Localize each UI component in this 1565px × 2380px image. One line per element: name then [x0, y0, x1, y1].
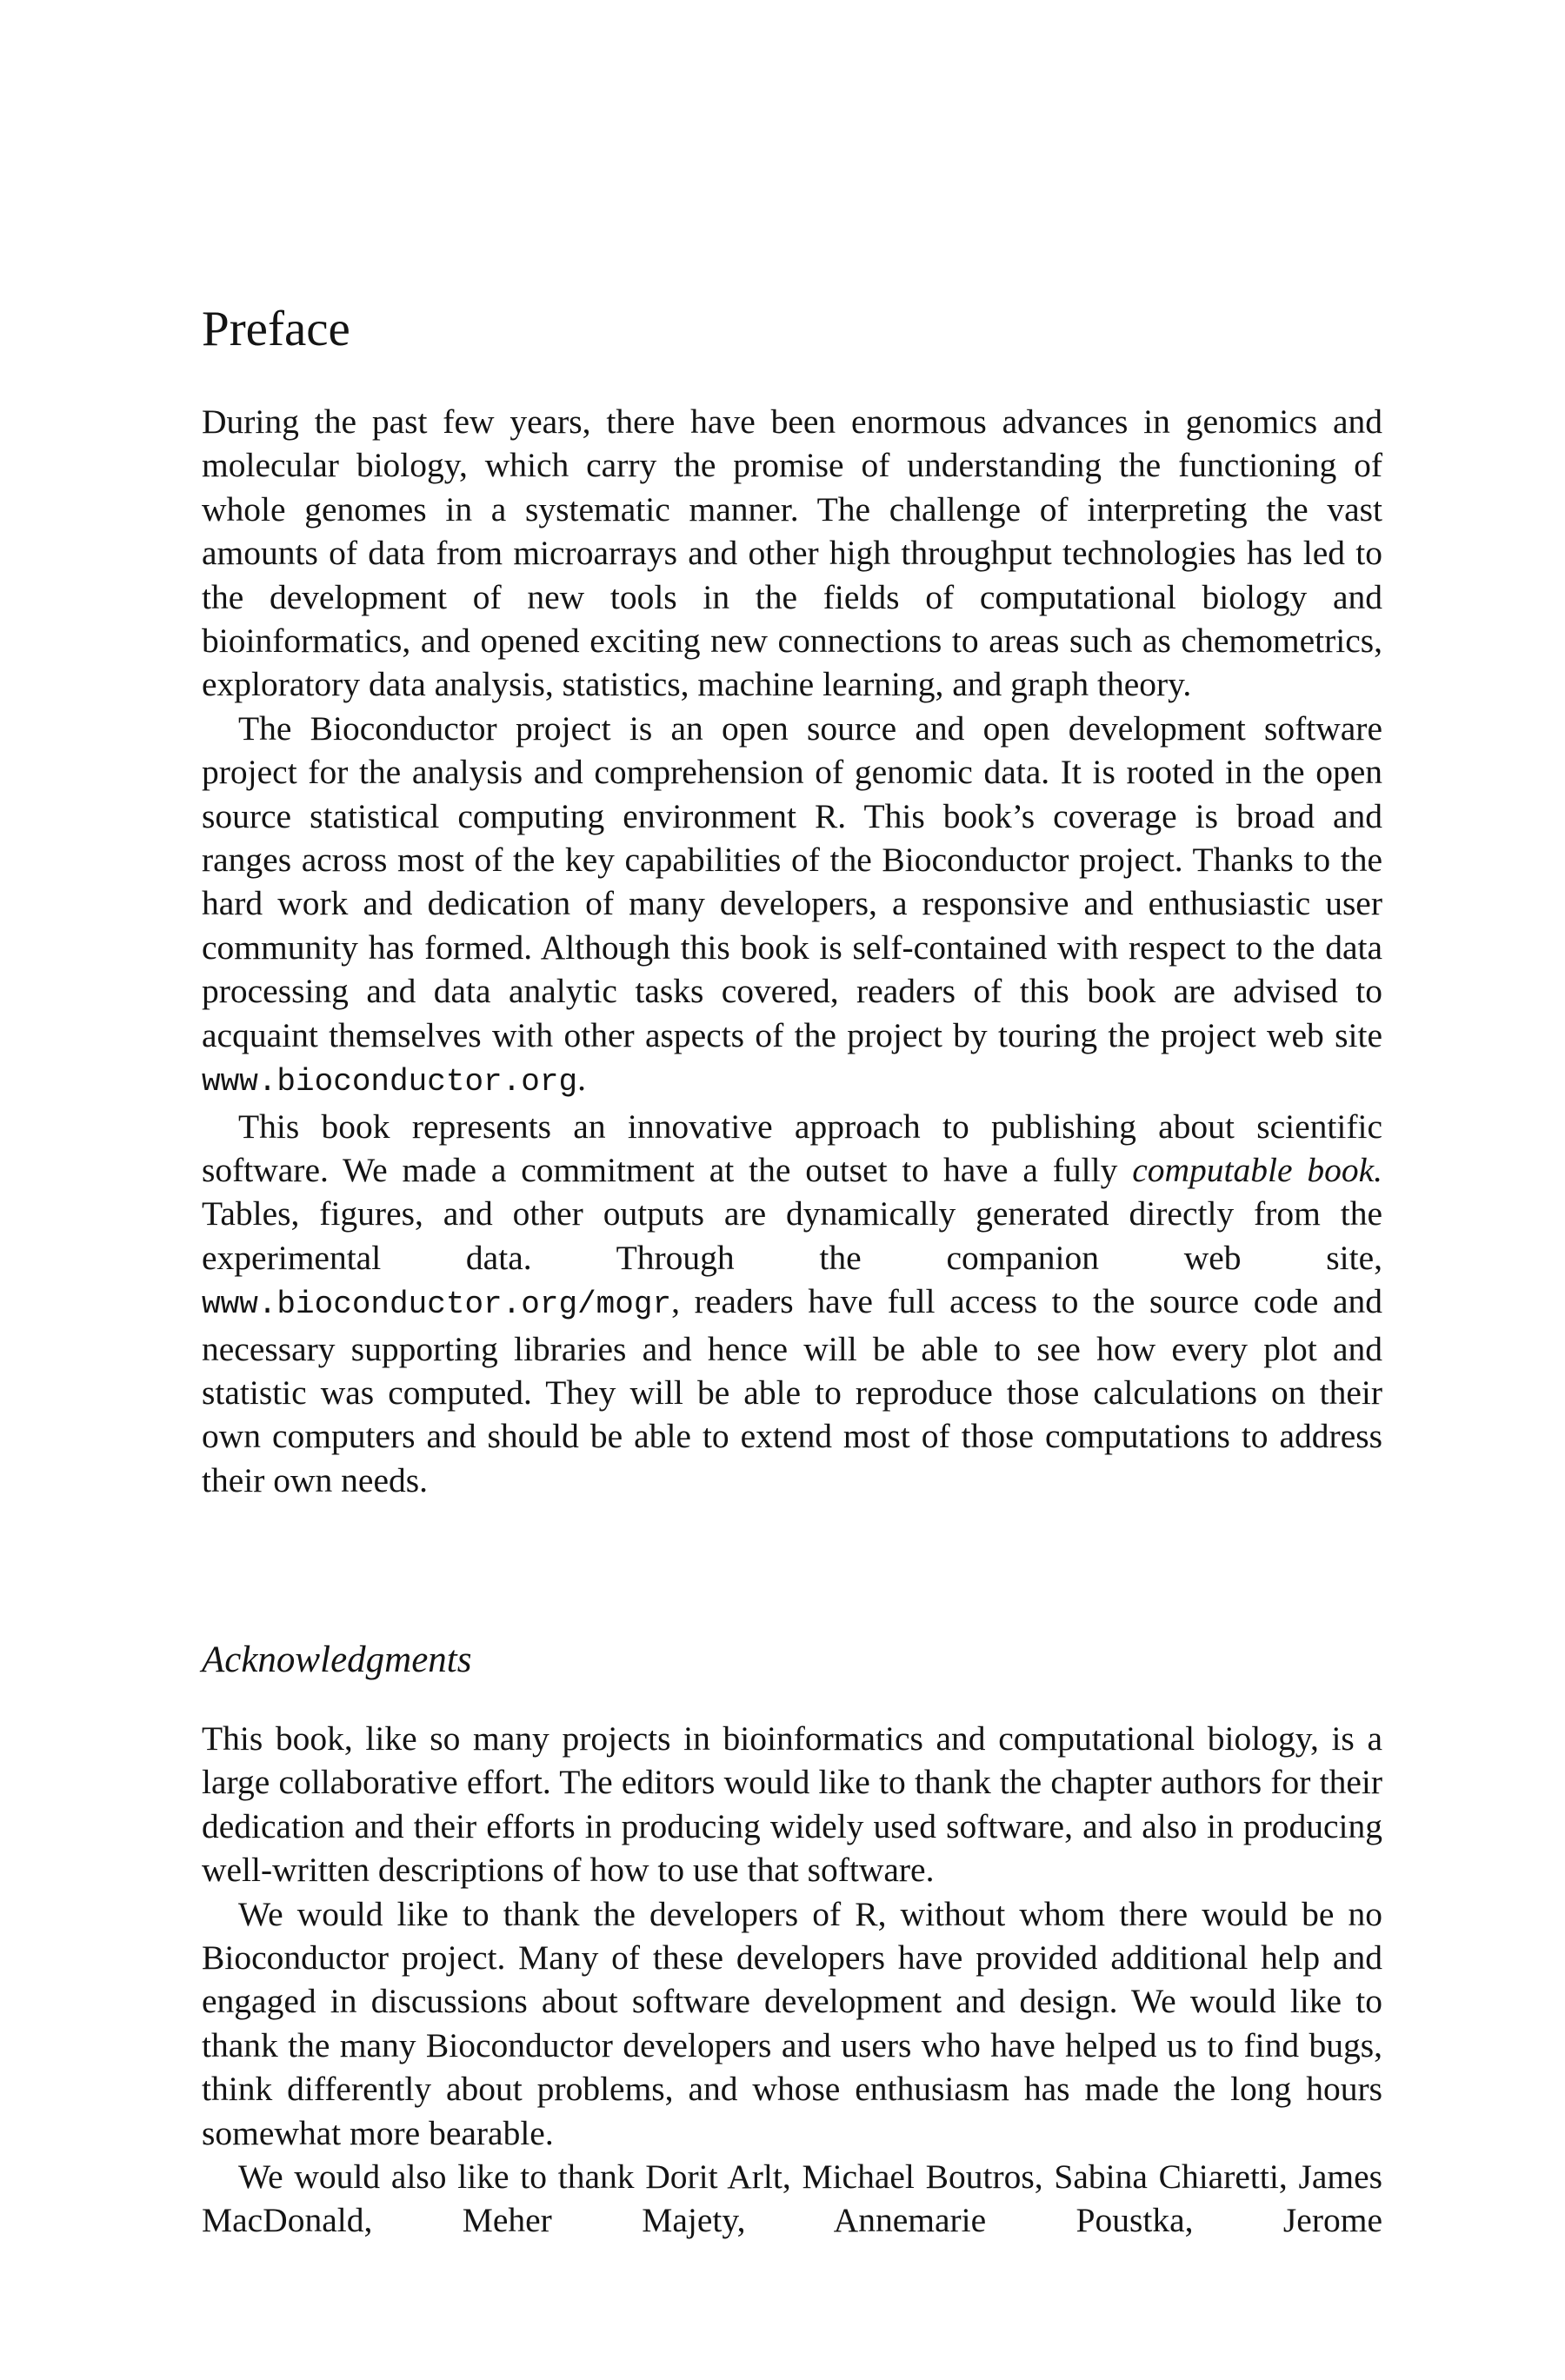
preface-paragraph-3-text-b: Tables, figures, and other outputs are dynamically generated directly from the experimental data. Through the companion web site, [202, 1194, 1382, 1277]
acknowledgments-paragraph-3: We would also like to thank Dorit Arlt, Michael Boutros, Sabina Chiaretti, James MacDonald, Meher Majety, Annemarie Poustka, Jerome [202, 2157, 1382, 2240]
preface-paragraph-1: During the past few years, there have been enormous advances in genomics and molecular biology, which carry the promise of understanding the functioning of whole genomes in a systematic manner. The challenge of interpreting the vast amounts of data from microarrays and other high throughput technologies has led to the development of new tools in the fields of computational biology and bioinformatics, and opened exciting new connections to areas such as chemometrics, exploratory data analysis, statistics, machine learning, and graph theory. [202, 402, 1382, 704]
preface-paragraph-3-text-a: This book represents an innovative approach to publishing about scientific software. We made a commitment at the outset to have a fully [202, 1107, 1382, 1189]
preface-body [202, 400, 1382, 1502]
acknowledgments-body [202, 1717, 1382, 2243]
page-title: Preface [202, 302, 350, 356]
bioconductor-website-link[interactable]: www.bioconductor.org [202, 1064, 578, 1100]
preface-paragraph-2-text: The Bioconductor project is an open source and open development software project for the analysis and comprehension of genomic data. It is rooted in the open source statistical computing environment R. This book’s coverage is broad and ranges across most of the key capabilities of the Bioconductor project. Thanks to the hard work and dedication of many developers, a responsive and enthusiastic user community has formed. Although this book is self-contained with respect to the data processing and data analytic tasks covered, readers of this book are advised to acquaint themselves with other aspects of the project by touring the project web site [202, 708, 1382, 1054]
acknowledgments-paragraph-1: This book, like so many projects in bioinformatics and computational biology, is a large collaborative effort. The editors would like to thank the chapter authors for their dedication and their efforts in producing widely used software, and also in producing well-written descriptions of how to use that software. [202, 1719, 1382, 1890]
computable-book-emphasis: computable book. [1132, 1150, 1382, 1189]
acknowledgments-heading: Acknowledgments [202, 1639, 472, 1680]
acknowledgments-paragraph-2: We would like to thank the developers of R, without whom there would be no Bioconductor project. Many of these developers have provided additional help and engaged in discussions about software development and design. We would like to thank the many Bioconductor developers and users who have helped us to find bugs, think differently about problems, and whose enthusiasm has made the long hours somewhat more bearable. [202, 1894, 1382, 2152]
preface-paragraph-2 [202, 707, 1382, 1105]
preface-paragraph-3 [202, 1105, 1382, 1503]
preface-paragraph-2-end: . [577, 1060, 586, 1099]
preface-paragraph-3-text-c: , readers have full access to the source code and necessary supporting libraries and hence will be able to see how every plot and statistic was computed. They will be able to reproduce those calculations on their own computers and should be able to extend most of those computations to address their own needs. [202, 1282, 1382, 1499]
companion-website-link[interactable]: www.bioconductor.org/mogr [202, 1286, 672, 1323]
